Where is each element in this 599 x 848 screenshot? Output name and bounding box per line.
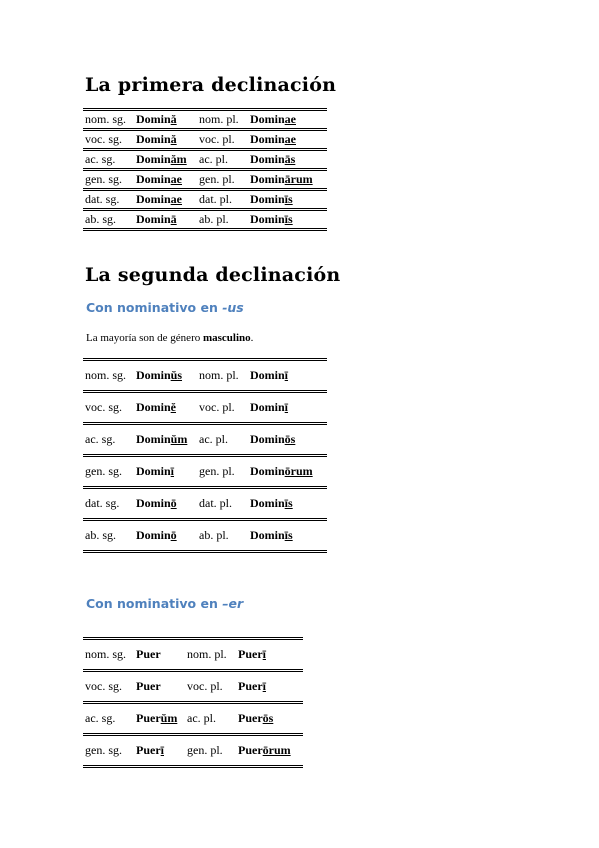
- word-ending: ī: [262, 647, 266, 661]
- word-ending: ŭm: [160, 711, 178, 725]
- table-row: [83, 735, 303, 767]
- case-label-singular: nom. sg.: [85, 647, 127, 661]
- form-plural: [248, 150, 327, 170]
- word-ending: ae: [284, 112, 296, 126]
- case-label-plural: ac. pl.: [197, 424, 248, 456]
- word-ending: īs: [284, 496, 293, 510]
- form-plural: [236, 639, 303, 671]
- table-row: [83, 210, 327, 230]
- para-bold: masculino: [202, 332, 251, 344]
- word-stem: Domin: [136, 368, 171, 382]
- table-row: [83, 130, 327, 150]
- word-stem: Domin: [250, 112, 285, 126]
- form-plural: [236, 671, 303, 703]
- case-label-singular: ab. sg.: [83, 210, 134, 230]
- table-row: [83, 360, 327, 392]
- form-singular: [134, 110, 197, 130]
- word-stem: Domin: [250, 400, 285, 414]
- word-stem: Domin: [136, 212, 171, 226]
- word-stem: Domin: [136, 400, 171, 414]
- word-ending: īs: [284, 212, 293, 226]
- case-label-plural: voc. pl.: [197, 130, 248, 150]
- form-singular: [134, 170, 197, 190]
- word-stem: Puer: [238, 711, 263, 725]
- word-stem: Domin: [250, 152, 285, 166]
- form-singular: [134, 210, 197, 230]
- table-row: [83, 488, 327, 520]
- word-ending: ī: [284, 400, 289, 414]
- form-singular: [134, 520, 197, 552]
- word-ending: ăm: [170, 152, 187, 166]
- heading-primera-declinacion: La primera declinación: [85, 74, 337, 96]
- para-prefix: La mayoría son de género: [86, 332, 203, 344]
- word-ending: ō: [170, 528, 177, 542]
- word-ending: ae: [284, 132, 296, 146]
- word-ending: ĕ: [170, 400, 176, 414]
- word-ending: ō: [170, 496, 177, 510]
- word-stem: Domin: [250, 132, 285, 146]
- case-label-plural: ab. pl.: [197, 210, 248, 230]
- subheading-us-prefix: Con nominativo en: [86, 300, 223, 315]
- form-plural: [248, 392, 327, 424]
- word-stem: Puer: [238, 743, 263, 757]
- case-label-plural: nom. pl.: [199, 112, 239, 126]
- form-singular: [134, 456, 197, 488]
- word-ending: ī: [262, 679, 266, 693]
- word-stem: Puer: [238, 679, 263, 693]
- subheading-er-suffix: –er: [222, 596, 244, 611]
- case-label-plural: ac. pl.: [197, 150, 248, 170]
- form-plural: [236, 735, 303, 767]
- case-label-singular: voc. sg.: [83, 392, 134, 424]
- word-stem: Domin: [250, 192, 285, 206]
- form-plural: [248, 360, 327, 392]
- case-label-singular: ac. sg.: [83, 424, 134, 456]
- para-suffix: .: [250, 332, 254, 344]
- form-singular: [134, 488, 197, 520]
- case-label-plural: dat. pl.: [197, 190, 248, 210]
- word-stem: Domin: [136, 112, 171, 126]
- table-row: [83, 520, 327, 552]
- paragraph-genero: [86, 332, 253, 344]
- word-stem: Puer: [136, 679, 161, 693]
- case-label-singular: dat. sg.: [83, 488, 134, 520]
- case-label-singular: ac. sg.: [83, 703, 134, 735]
- word-stem: Domin: [136, 464, 171, 478]
- table-row: [83, 456, 327, 488]
- word-stem: Domin: [136, 528, 171, 542]
- form-singular: [134, 190, 197, 210]
- word-ending: ōrum: [284, 464, 313, 478]
- word-stem: Domin: [250, 212, 285, 226]
- word-ending: ā: [170, 212, 177, 226]
- heading-segunda-declinacion: La segunda declinación: [85, 264, 341, 286]
- form-plural: [248, 110, 327, 130]
- word-stem: Domin: [250, 464, 285, 478]
- word-ending: ă: [170, 112, 177, 126]
- word-stem: Puer: [136, 711, 161, 725]
- form-singular: [134, 703, 185, 735]
- word-stem: Puer: [238, 647, 263, 661]
- table-segunda-er: [83, 637, 303, 768]
- table-row: [83, 703, 303, 735]
- case-label-plural: ac. pl.: [185, 703, 236, 735]
- word-ending: ī: [284, 368, 289, 382]
- word-stem: Puer: [136, 647, 161, 661]
- form-plural: [248, 130, 327, 150]
- word-ending: ās: [284, 152, 296, 166]
- case-label-plural: nom. pl.: [187, 647, 227, 661]
- case-label-plural: voc. pl.: [197, 392, 248, 424]
- subheading-er-prefix: Con nominativo en: [86, 596, 223, 611]
- form-singular: [134, 735, 185, 767]
- form-plural: [236, 703, 303, 735]
- form-plural: [248, 210, 327, 230]
- case-label-singular: ab. sg.: [83, 520, 134, 552]
- form-plural: [248, 170, 327, 190]
- word-ending: ōrum: [262, 743, 291, 757]
- word-ending: ōs: [262, 711, 274, 725]
- table-row: [83, 392, 327, 424]
- case-label-plural: voc. pl.: [185, 671, 236, 703]
- word-ending: īs: [284, 528, 293, 542]
- table-row: [83, 170, 327, 190]
- word-ending: ārum: [284, 172, 313, 186]
- word-stem: Domin: [250, 432, 285, 446]
- form-plural: [248, 190, 327, 210]
- case-label-singular: dat. sg.: [83, 190, 134, 210]
- subheading-nominativo-us: [86, 300, 244, 315]
- form-plural: [248, 520, 327, 552]
- form-singular: [134, 130, 197, 150]
- word-ending: ŭm: [170, 432, 188, 446]
- word-stem: Domin: [136, 192, 171, 206]
- word-stem: Domin: [250, 368, 285, 382]
- case-label-singular: gen. sg.: [83, 735, 134, 767]
- case-label-singular: gen. sg.: [83, 170, 134, 190]
- word-ending: ōs: [284, 432, 296, 446]
- word-ending: ae: [170, 192, 182, 206]
- word-stem: Domin: [136, 132, 171, 146]
- case-label-plural: gen. pl.: [197, 170, 248, 190]
- case-label-singular: voc. sg.: [83, 130, 134, 150]
- form-singular: [134, 392, 197, 424]
- word-ending: ă: [170, 132, 177, 146]
- word-stem: Domin: [136, 152, 171, 166]
- table-row: [83, 190, 327, 210]
- case-label-singular: nom. sg.: [85, 112, 127, 126]
- case-label-plural: gen. pl.: [185, 735, 236, 767]
- word-stem: Domin: [136, 496, 171, 510]
- case-label-plural: gen. pl.: [197, 456, 248, 488]
- word-stem: Domin: [250, 528, 285, 542]
- form-singular: [134, 671, 185, 703]
- form-plural: [248, 488, 327, 520]
- case-label-singular: nom. sg.: [85, 368, 127, 382]
- word-ending: ī: [160, 743, 164, 757]
- table-row: [83, 424, 327, 456]
- word-stem: Domin: [250, 172, 285, 186]
- subheading-nominativo-er: [86, 596, 243, 611]
- table-row: [83, 671, 303, 703]
- word-ending: ae: [170, 172, 182, 186]
- table-row: [83, 639, 303, 671]
- case-label-plural: ab. pl.: [197, 520, 248, 552]
- word-stem: Domin: [250, 496, 285, 510]
- word-ending: ī: [170, 464, 175, 478]
- table-primera-declinacion: [83, 108, 327, 231]
- case-label-plural: nom. pl.: [199, 368, 239, 382]
- table-segunda-us: [83, 358, 327, 553]
- form-plural: [248, 456, 327, 488]
- form-singular: [134, 150, 197, 170]
- case-label-singular: ac. sg.: [83, 150, 134, 170]
- word-stem: Domin: [136, 432, 171, 446]
- form-singular: [134, 639, 185, 671]
- word-stem: Puer: [136, 743, 161, 757]
- word-ending: ŭs: [170, 368, 183, 382]
- case-label-singular: gen. sg.: [83, 456, 134, 488]
- table-row: [83, 110, 327, 130]
- form-singular: [134, 360, 197, 392]
- table-row: [83, 150, 327, 170]
- word-ending: īs: [284, 192, 293, 206]
- form-singular: [134, 424, 197, 456]
- word-stem: Domin: [136, 172, 171, 186]
- form-plural: [248, 424, 327, 456]
- subheading-us-suffix: -us: [222, 300, 244, 315]
- case-label-singular: voc. sg.: [83, 671, 134, 703]
- case-label-plural: dat. pl.: [197, 488, 248, 520]
